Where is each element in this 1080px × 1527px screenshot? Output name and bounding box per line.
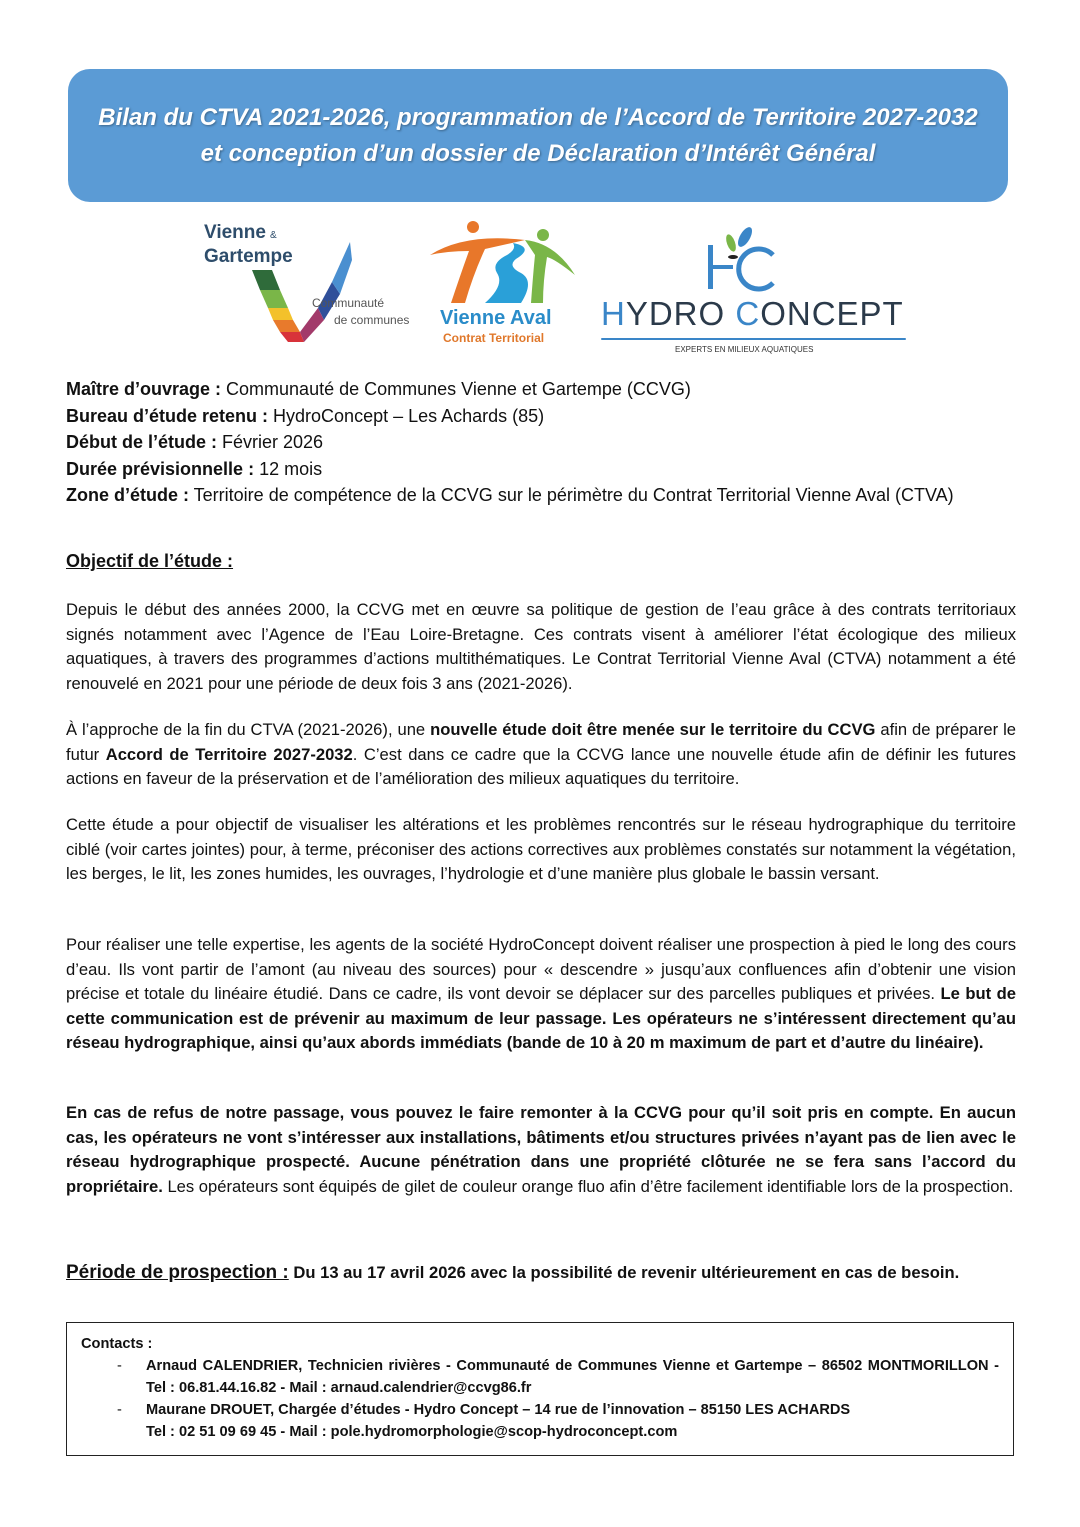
paragraph-context: Depuis le début des années 2000, la CCVG met en œuvre sa politique de gestion de l’eau grâce à des contrats territoriaux signés notamment avec l’Agence de l’Eau Loire-Bretagne. Ces contrats visent à améliorer l’état écologique des milieux aquatiques, à travers des programmes d’actions multithématiques. Le Contrat Territorial Vienne Aval (CTVA) notamment a été renouvelé en 2021 pour une période de deux fois 3 ans (2021-2026). — [66, 600, 1016, 693]
vienne-aval-logo — [425, 215, 585, 350]
period-value: Du 13 au 17 avril 2026 avec la possibilité de revenir ultérieurement en cas de besoin. — [288, 1263, 960, 1282]
people-river-icon — [425, 215, 585, 310]
title-banner — [68, 69, 1008, 202]
document-title: Bilan du CTVA 2021-2026, programmation de l’Accord de Territoire 2027-2032 et conception d’un dossier de Déclaration d’Intérêt Général — [98, 103, 978, 167]
period-label: Période de prospection : — [66, 1262, 289, 1283]
va-subtitle: Contrat Territorial — [443, 331, 545, 345]
maitre-ouvrage-row: Maître d’ouvrage : Communauté de Communes Vienne et Gartempe (CCVG) — [66, 379, 691, 399]
paragraph-new-study: À l’approche de la fin du CTVA (2021-2026), une nouvelle étude doit être menée sur le territoire du CCVG afin de préparer le futur Accord de Territoire 2027-2032. C’est dans ce cadre que la CCVG lance une nouvelle étude afin de définir les futures actions en faveur de la préservation et de l’amélioration des milieux aquatiques du territoire. — [66, 720, 1016, 788]
hydro-concept-logo — [595, 215, 915, 355]
vg-subtitle: Communauté de communes — [312, 296, 410, 327]
vienne-gartempe-logo — [200, 220, 420, 345]
hc-underline — [601, 338, 906, 340]
hc-tagline: EXPERTS EN MILIEUX AQUATIQUES — [675, 345, 814, 354]
contact-item: - Arnaud CALENDRIER, Technicien rivières - Communauté de Communes Vienne et Gartempe – 86502 MONTMORILLON - Tel : 06.81.44.16.82 - Mail : arnaud.calendrier@ccvg86.fr — [81, 1355, 999, 1399]
hc-wordmark: HYDRO CONCEPT — [601, 295, 904, 332]
paragraph-objective: Cette étude a pour objectif de visualiser les altérations et les problèmes rencontrés sur le réseau hydrographique du territoire ciblé (voir cartes jointes) pour, à terme, préconiser des actions correctives aux problèmes constatés sur notamment la végétation, les berges, le lit, les zones humides, les ouvrages, l’hydrologie et d’une manière plus globale le bassin versant. — [66, 815, 1016, 883]
contact-item: - Maurane DROUET, Chargée d’études - Hydro Concept – 14 rue de l’innovation – 85150 LES ACHARDS Tel : 02 51 09 69 45 - Mail : pole.hydromorphologie@scop-hydroconcept.com — [81, 1399, 999, 1443]
contacts-box — [66, 1322, 1014, 1456]
prospection-period — [66, 1260, 1016, 1286]
zone-etude-row: Zone d’étude : Territoire de compétence de la CCVG sur le périmètre du Contrat Territorial Vienne Aval (CTVA) — [66, 485, 954, 505]
vg-title: Vienne & Gartempe — [204, 222, 293, 267]
paragraph-prospection: Pour réaliser une telle expertise, les agents de la société HydroConcept doivent réaliser une prospection à pied le long des cours d’eau. Ils vont partir de l’amont (au niveau des sources) pour « descendre » jusqu’aux confluences afin d’obtenir une vision précise et totale du linéaire étudié. Dans ce cadre, ils vont devoir se déplacer sur des parcelles publiques et privées. Le but de cette communication est de prévenir au maximum de leur passage. Les opérateurs ne s’intéressent directement qu’au réseau hydrographique, ainsi qu’aux abords immédiats (bande de 10 à 20 m maximum de part et d’autre du linéaire). — [66, 935, 1016, 1052]
debut-etude-row: Début de l’étude : Février 2026 — [66, 432, 324, 452]
paragraph-refusal: En cas de refus de notre passage, vous pouvez le faire remonter à la CCVG pour qu’il soit pris en compte. En aucun cas, les opérateurs ne vont s’intéresser aux installations, bâtiments et/ou structures privées n’ayant pas de lien avec le réseau hydrographique prospecté. Aucune pénétration dans une propriété clôturée ne se fera sans l’accord du propriétaire. Les opérateurs sont équipés de gilet de couleur orange fluo afin d’être facilement identifiable lors de la prospection. — [66, 1103, 1016, 1196]
bureau-etude-row: Bureau d’étude retenu : HydroConcept – Les Achards (85) — [66, 405, 545, 426]
study-info — [66, 376, 1016, 509]
contacts-title: Contacts : — [81, 1336, 153, 1352]
va-title: Vienne Aval — [440, 307, 552, 329]
partner-logos — [190, 215, 920, 355]
hc-monogram-icon — [595, 215, 915, 295]
objectif-heading: Objectif de l’étude : — [66, 551, 234, 571]
duree-row: Durée prévisionnelle : 12 mois — [66, 458, 323, 479]
